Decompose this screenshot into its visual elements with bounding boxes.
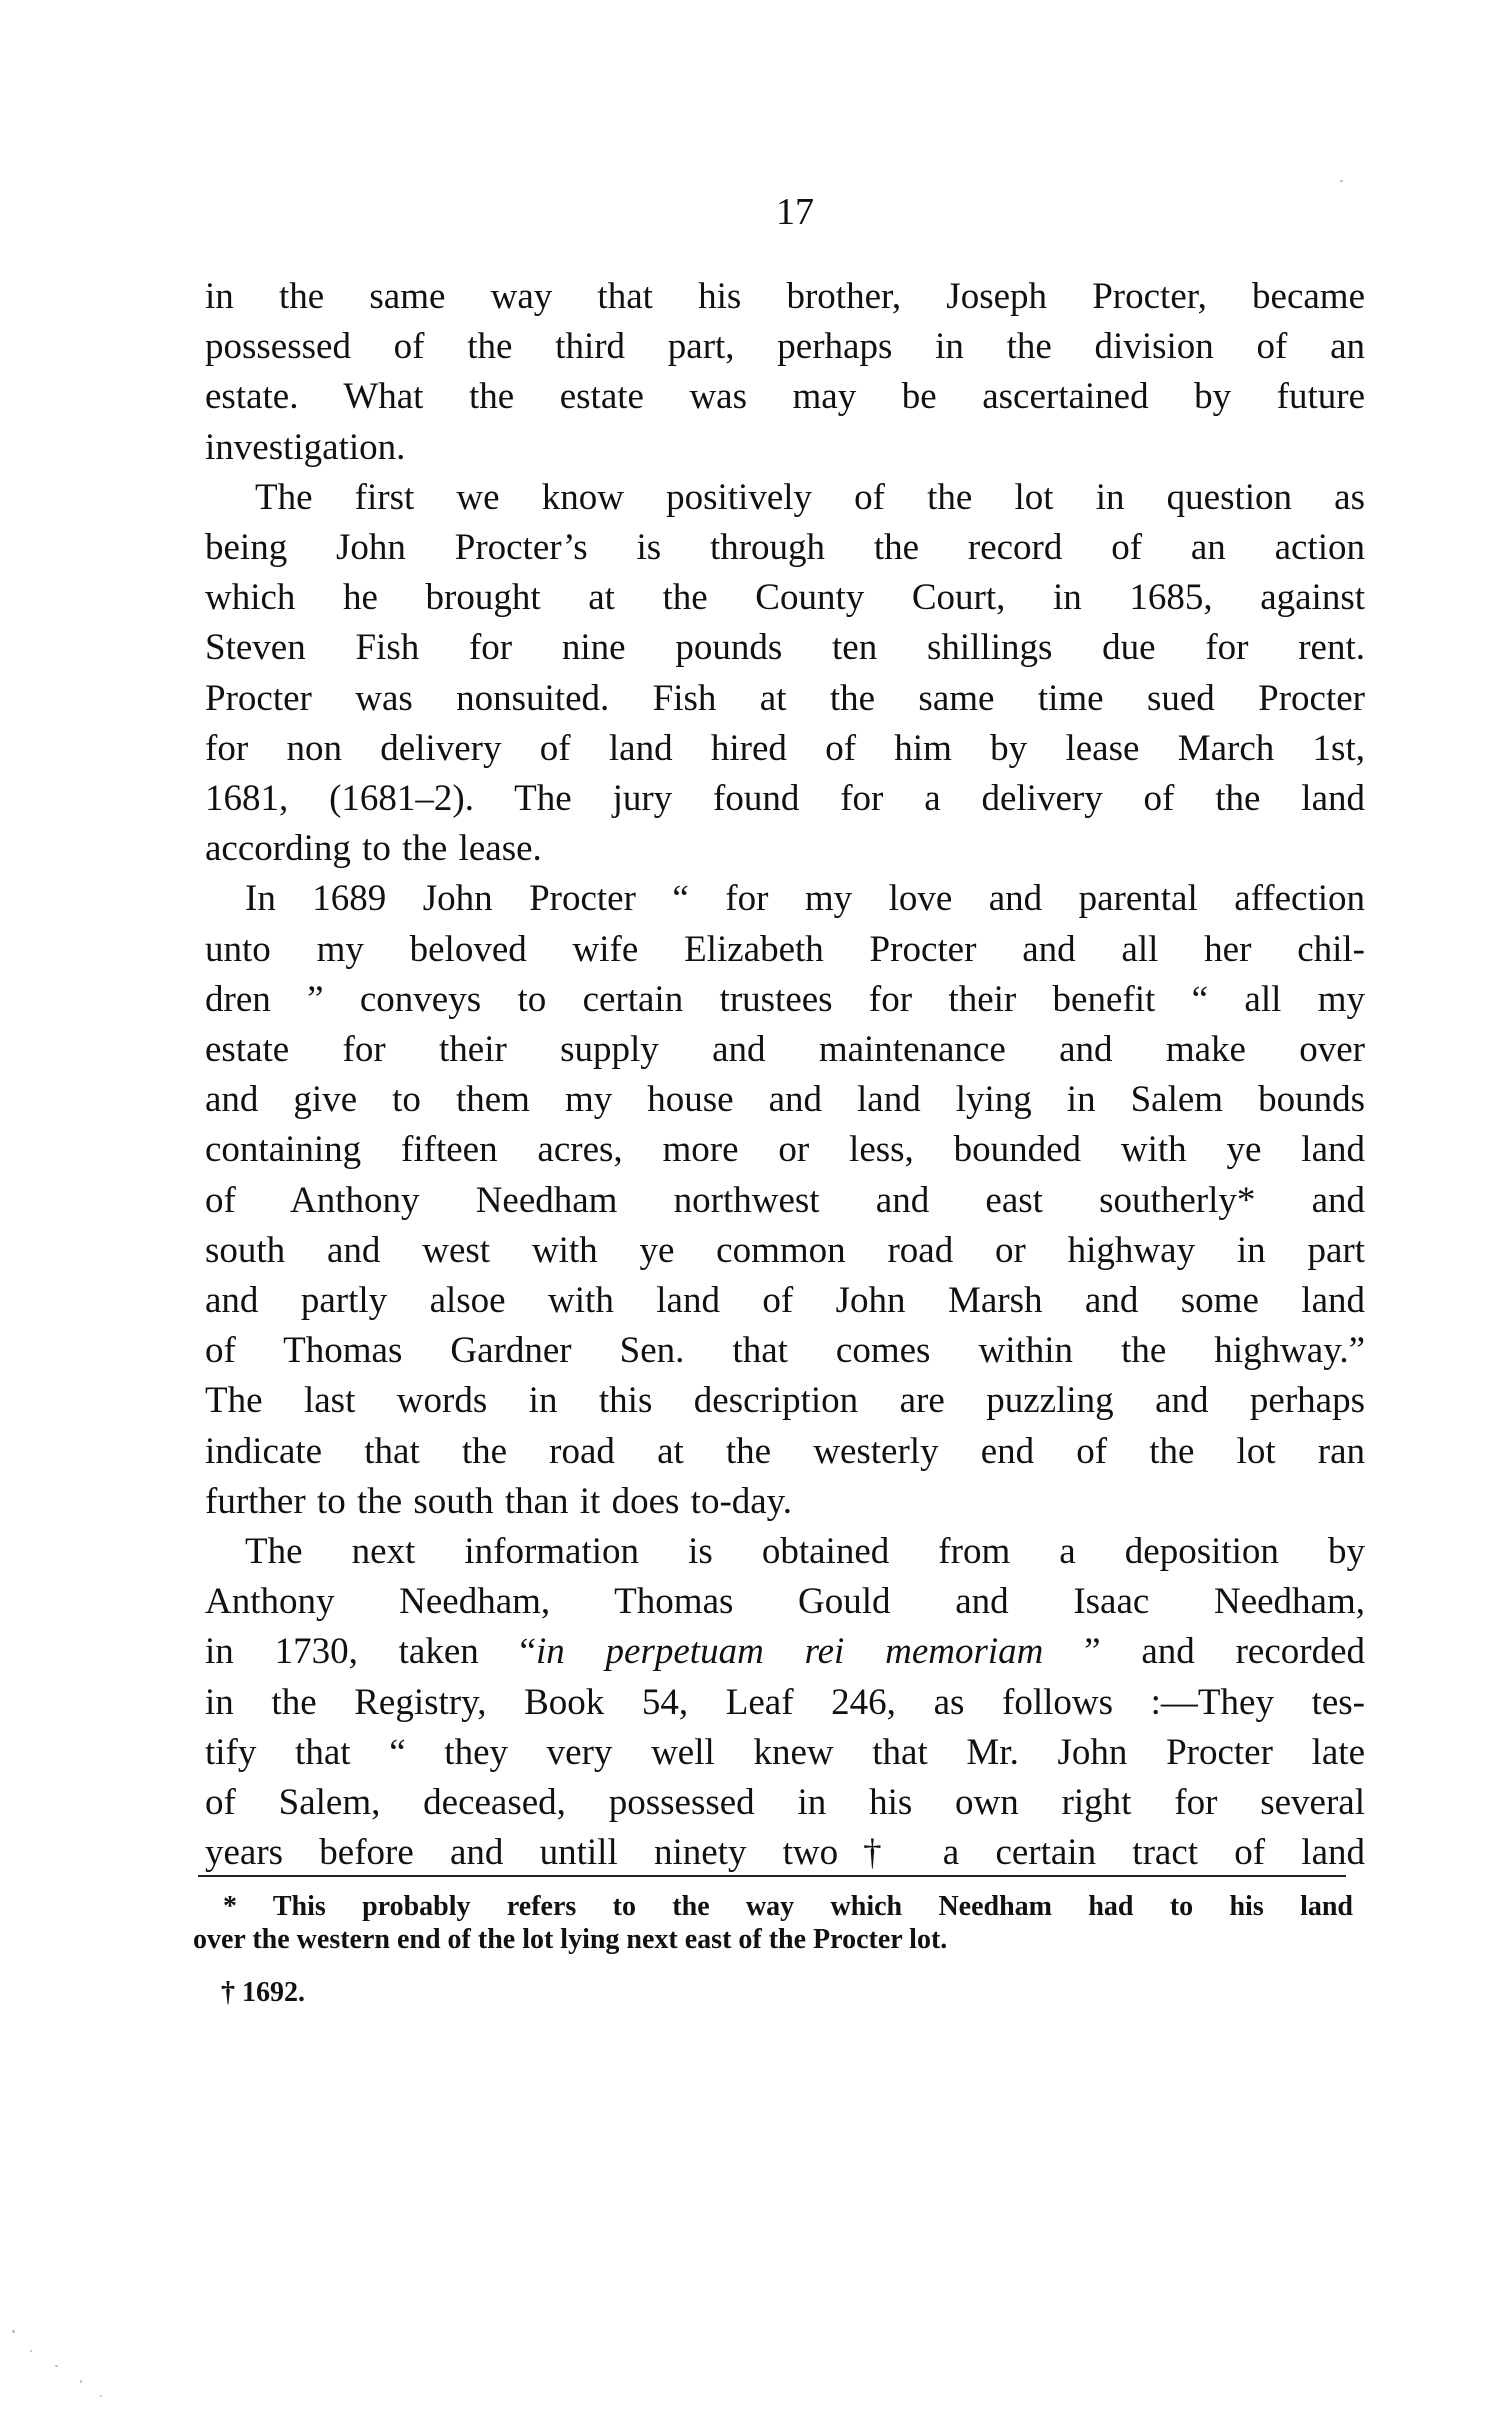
scan-speck xyxy=(100,2395,102,2397)
text-line: In 1689 John Procter “ for my love and parental affection xyxy=(245,878,1365,920)
text-line: containing fifteen acres, more or less, bounded with ye land xyxy=(205,1129,1365,1171)
text-line: dren ” conveys to certain trustees for their benefit “ all my xyxy=(205,978,1365,1020)
text-line: The next information is obtained from a deposition by xyxy=(245,1531,1365,1573)
paragraph-4 xyxy=(205,1527,1365,1878)
text-line: Procter was nonsuited. Fish at the same time sued Procter xyxy=(205,677,1365,719)
text-line: of Anthony Needham northwest and east southerly* and xyxy=(205,1179,1365,1221)
main-text xyxy=(205,272,1365,1879)
text-line: of Salem, deceased, possessed in his own right for several xyxy=(205,1782,1365,1824)
footnotes xyxy=(193,1890,1353,2009)
text-line: and give to them my house and land lying in Salem bounds xyxy=(205,1079,1365,1121)
paragraph-3 xyxy=(205,874,1365,1527)
text-line: Steven Fish for nine pounds ten shillings due for rent. xyxy=(205,627,1365,669)
text-line: years before and untill ninety two† a certain tract of land xyxy=(205,1832,1365,1874)
text-segment: in 1730, taken “ xyxy=(205,1631,536,1673)
text-line: in the Registry, Book 54, Leaf 246, as follows :—They tes- xyxy=(205,1681,1365,1723)
scan-speck xyxy=(80,2380,82,2383)
paragraph-2 xyxy=(205,473,1365,875)
footnote-star-continued: over the western end of the lot lying next east of the Procter lot. xyxy=(193,1924,948,1955)
text-line: which he brought at the County Court, in 1685, against xyxy=(205,577,1365,619)
text-line: possessed of the third part, perhaps in the division of an xyxy=(205,326,1365,368)
text-line: for non delivery of land hired of him by lease March 1st, xyxy=(205,727,1365,769)
text-line: The first we know positively of the lot in question as xyxy=(255,476,1365,518)
text-segment: ” and recorded xyxy=(1043,1631,1366,1673)
text-line: tify that “ they very well knew that Mr. John Procter late xyxy=(205,1731,1365,1773)
scan-speck xyxy=(12,2330,15,2333)
text-line: Anthony Needham, Thomas Gould and Isaac Needham, xyxy=(205,1581,1365,1623)
text-line: 1681, (1681–2). The jury found for a delivery of the land xyxy=(205,778,1365,820)
page-number: 17 xyxy=(776,191,814,233)
text-line: further to the south than it does to-day. xyxy=(205,1480,793,1522)
scan-speck xyxy=(55,2365,58,2367)
text-line: investigation. xyxy=(205,426,406,468)
text-line: according to the lease. xyxy=(205,828,542,870)
text-line: south and west with ye common road or highway in part xyxy=(205,1229,1365,1271)
text-line xyxy=(205,1627,1365,1677)
text-line: The last words in this description are puzzling and perhaps xyxy=(205,1380,1365,1422)
text-line: estate for their supply and maintenance and make over xyxy=(205,1029,1365,1071)
paragraph-1 xyxy=(205,272,1365,473)
text-line: unto my beloved wife Elizabeth Procter and all her chil- xyxy=(205,928,1365,970)
text-line: and partly alsoe with land of John Marsh and some land xyxy=(205,1280,1365,1322)
text-line: in the same way that his brother, Joseph Procter, became xyxy=(205,276,1365,317)
latin-phrase: in perpetuam rei memoriam xyxy=(535,1631,1044,1673)
footnote-dagger: † 1692. xyxy=(221,1977,305,2008)
text-line: estate. What the estate was may be ascertained by future xyxy=(205,376,1365,418)
footnote-divider xyxy=(198,1875,1346,1877)
text-line: of Thomas Gardner Sen. that comes within the highway.” xyxy=(205,1330,1365,1372)
text-line: indicate that the road at the westerly end of the lot ran xyxy=(205,1430,1365,1472)
scan-speck xyxy=(30,2350,32,2352)
text-line: being John Procter’s is through the record of an action xyxy=(205,527,1365,569)
footnote-star: * This probably refers to the way which Needham had to his land xyxy=(223,1891,1353,1922)
scan-speck xyxy=(1340,180,1343,182)
